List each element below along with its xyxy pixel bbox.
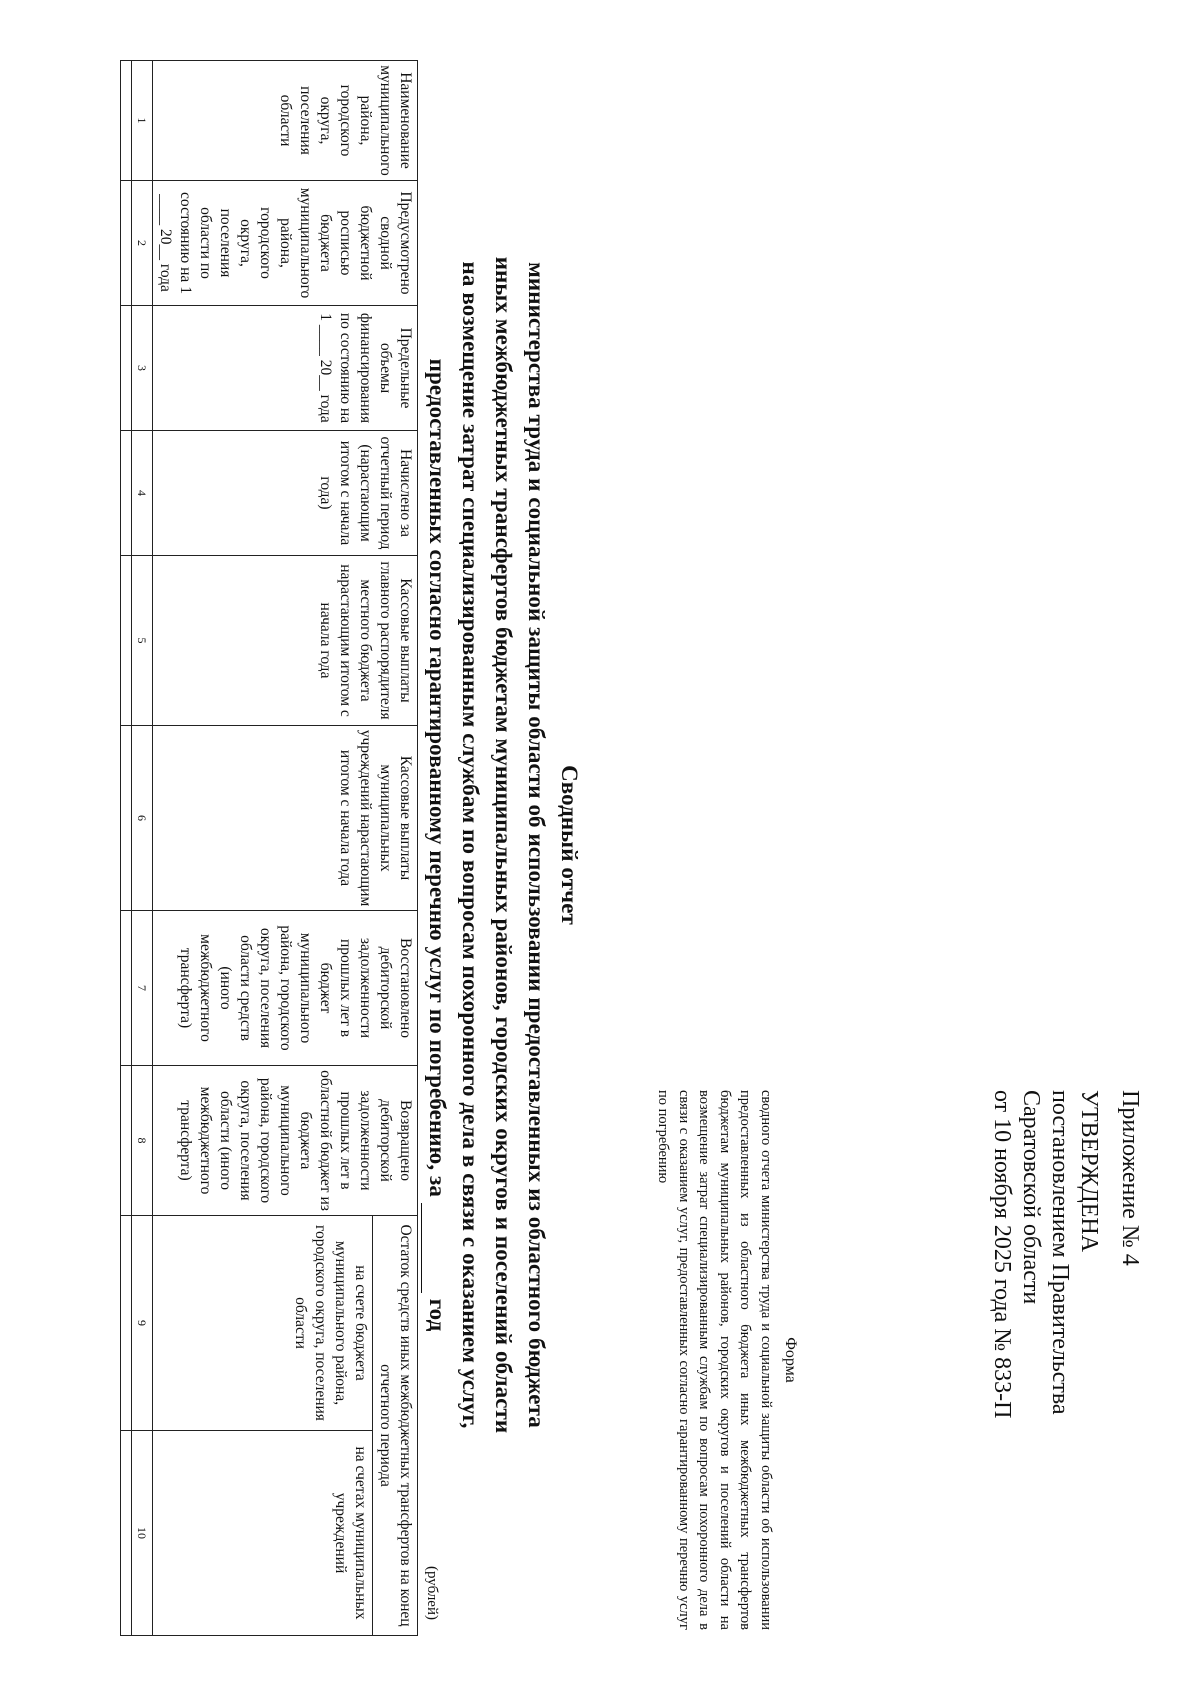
column-number: 3 bbox=[132, 306, 153, 431]
column-numbers-row bbox=[132, 61, 153, 1636]
table-cell[interactable] bbox=[121, 61, 132, 181]
report-title-line-4: на возмещение затрат специализированным службам по вопросам похоронного дела в связи с оказанием услуг, bbox=[458, 261, 483, 1429]
column-number: 6 bbox=[132, 726, 153, 911]
report-title-year-word: год bbox=[425, 1298, 450, 1332]
header-col-8: Возвращено дебиторской задолженности прошлых лет в областной бюджет из бюджета муниципального района, городского округа, поселения области (иного межбюджетного трансферта) bbox=[153, 1066, 418, 1216]
report-title-line-3: иных межбюджетных трансфертов бюджетам муниципальных районов, городских округов и поселений области bbox=[491, 256, 516, 1434]
year-blank bbox=[421, 1203, 444, 1293]
table-cell[interactable] bbox=[121, 1216, 132, 1431]
column-number: 7 bbox=[132, 911, 153, 1066]
report-title-line-2: министерства труда и социальной защиты области об использовании предоставленных из областного бюджета bbox=[524, 262, 549, 1428]
table-cell[interactable] bbox=[121, 1066, 132, 1216]
report-title-main: Сводный отчет bbox=[557, 765, 582, 925]
header-col-9-10: Остаток средств иных межбюджетных трансфертов на конец отчетного периода bbox=[373, 1216, 418, 1636]
report-title-line-5-text: предоставленных согласно гарантированному перечню услуг по погребению, за bbox=[425, 358, 450, 1197]
column-number: 2 bbox=[132, 181, 153, 306]
approved-by-line: постановлением Правительства bbox=[1047, 1090, 1073, 1415]
table-cell[interactable] bbox=[121, 1431, 132, 1636]
column-number: 5 bbox=[132, 556, 153, 726]
table-cell[interactable] bbox=[121, 431, 132, 556]
column-number: 4 bbox=[132, 431, 153, 556]
header-col-5: Кассовые выплаты главного распорядителя местного бюджета нарастающим итогом с начала года bbox=[153, 556, 418, 726]
header-col-6: Кассовые выплаты муниципальных учреждений нарастающим итогом с начала года bbox=[153, 726, 418, 911]
report-title-line-5 bbox=[421, 40, 454, 1650]
header-col-7: Восстановлено дебиторской задолженности прошлых лет в бюджет муниципального района, городского округа, поселения области средств (иного межбюджетного трансферта) bbox=[153, 911, 418, 1066]
column-number: 9 bbox=[132, 1216, 153, 1431]
appendix-number: Приложение № 4 bbox=[1117, 1090, 1143, 1266]
report-title bbox=[421, 40, 586, 1650]
approved-date-line: от 10 ноября 2025 года № 833-П bbox=[989, 1090, 1015, 1419]
approval-block bbox=[987, 1090, 1144, 1630]
form-description: сводного отчета министерства труда и социальной защиты области об использовании предоставленных из областного бюджета иных межбюджетных трансфертов бюджетам муниципальных районов, городских округов и поселений области на возмещение затрат специализированным службам по вопросам похоронного дела в связи с оказанием услуг, предоставленных согласно гарантированному перечню услуг по погребению bbox=[655, 1090, 774, 1630]
table-cell[interactable] bbox=[121, 181, 132, 306]
column-number: 1 bbox=[132, 61, 153, 181]
table-cell[interactable] bbox=[121, 726, 132, 911]
rotated-page bbox=[30, 40, 1164, 1650]
header-col-9: на счете бюджета муниципального района, городского округа, поселения области bbox=[153, 1216, 373, 1431]
form-label: Форма bbox=[782, 1337, 799, 1383]
table-header-row bbox=[373, 61, 418, 1636]
table-cell[interactable] bbox=[121, 911, 132, 1066]
approved-region-line: Саратовской области bbox=[1018, 1090, 1044, 1305]
column-number: 8 bbox=[132, 1066, 153, 1216]
header-col-2: Предусмотрено сводной бюджетной росписью бюджета муниципального района, городского округа, поселения области по состоянию на 1 ____ 20__ года bbox=[153, 181, 418, 306]
header-col-1: Наименование муниципального района, городского округа, поселения области bbox=[153, 61, 418, 181]
currency-unit: (рублей) bbox=[424, 1565, 440, 1620]
header-col-4: Начислено за отчетный период (нарастающим итогом с начала года) bbox=[153, 431, 418, 556]
header-col-10: на счетах муниципальных учреждений bbox=[153, 1431, 373, 1636]
approved-label: УТВЕРЖДЕНА bbox=[1076, 1090, 1102, 1253]
report-table bbox=[120, 60, 418, 1636]
header-col-3: Предельные объемы финансирования по состоянию на 1 ____ 20__ года bbox=[153, 306, 418, 431]
table-cell[interactable] bbox=[121, 556, 132, 726]
table-row bbox=[121, 61, 132, 1636]
column-number: 10 bbox=[132, 1431, 153, 1636]
table-cell[interactable] bbox=[121, 306, 132, 431]
